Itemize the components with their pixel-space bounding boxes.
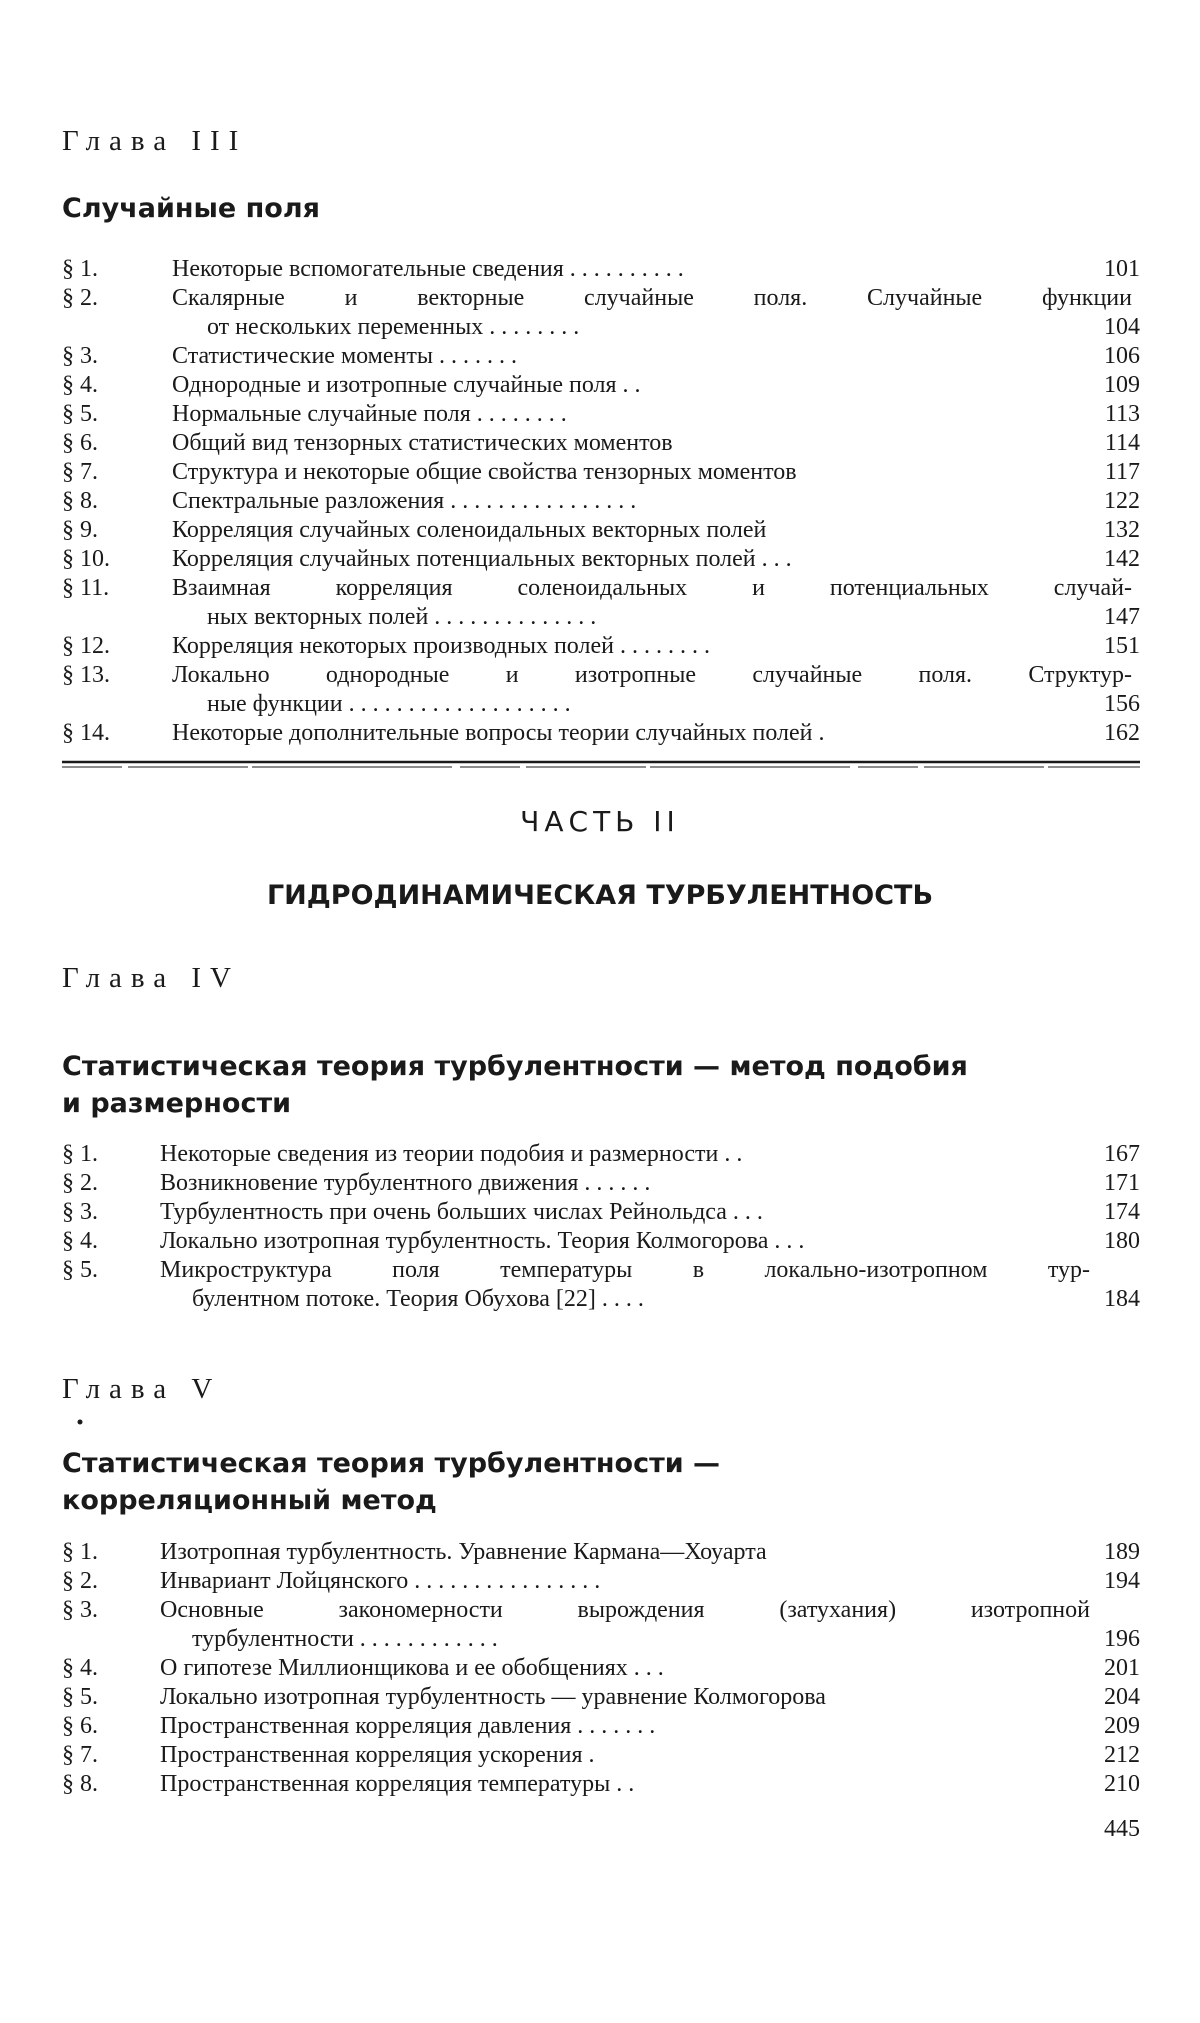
toc-entry-title: Структура и некоторые общие свойства тензорных моментов (172, 459, 797, 485)
toc-page-number: 171 (1104, 1170, 1140, 1196)
toc-section-number: § 6. (62, 430, 98, 456)
toc-section-number: § 3. (62, 1597, 98, 1623)
toc-section-number: § 8. (62, 1771, 98, 1797)
toc-section-number: § 4. (62, 372, 98, 398)
toc-section-number: § 5. (62, 401, 98, 427)
toc-entry-continuation[interactable] (62, 1625, 1140, 1654)
toc-entry-title: Локально изотропная турбулентность. Теория Колмогорова . . . (160, 1228, 805, 1254)
toc-page-number: 210 (1104, 1771, 1140, 1797)
toc-section-number: § 7. (62, 1742, 98, 1768)
toc-entry-title: Некоторые дополнительные вопросы теории случайных полей . (172, 720, 825, 746)
toc-section-number: § 3. (62, 343, 98, 369)
toc-entry-continuation[interactable] (62, 1285, 1140, 1314)
toc-entry[interactable] (62, 1741, 1140, 1770)
toc-entry-title-continued: ные функции . . . . . . . . . . . . . . . . . . . (207, 691, 571, 717)
toc-entry[interactable] (62, 1712, 1140, 1741)
toc-entry-title: Корреляция некоторых производных полей . . . . . . . . (172, 633, 710, 659)
toc-entry-title: Взаимная корреляция соленоидальных и потенциальных случай- (172, 575, 1132, 601)
toc-page-number: 201 (1104, 1655, 1140, 1681)
toc-entry[interactable] (62, 661, 1140, 690)
chapter-4-label: Глава IV (62, 962, 240, 994)
toc-section-number: § 2. (62, 285, 98, 311)
chapter-5-label: Глава V (62, 1373, 222, 1405)
toc-page-number: 204 (1104, 1684, 1140, 1710)
chapter-5-title-line-1: Статистическая теория турбулентности — (62, 1448, 721, 1479)
chapter-4-title-line-1: Статистическая теория турбулентности — метод подобия (62, 1051, 968, 1082)
toc-entry-title: Общий вид тензорных статистических моментов (172, 430, 673, 456)
toc-page-number: 184 (1104, 1286, 1140, 1312)
toc-section-number: § 3. (62, 1199, 98, 1225)
toc-entry[interactable] (62, 1596, 1140, 1625)
toc-entry-title: Спектральные разложения . . . . . . . . . . . . . . . . (172, 488, 637, 514)
toc-page-number: 114 (1104, 430, 1140, 456)
toc-entry[interactable] (62, 342, 1140, 371)
chapter-5-title-line-2: корреляционный метод (62, 1485, 437, 1516)
toc-entry-title-continued: булентном потоке. Теория Обухова [22] . . . . (192, 1286, 644, 1312)
toc-entry-title: Корреляция случайных соленоидальных векторных полей (172, 517, 767, 543)
toc-section-number: § 13. (62, 662, 110, 688)
toc-page-number: 109 (1104, 372, 1140, 398)
toc-entry[interactable] (62, 255, 1140, 284)
toc-entry[interactable] (62, 487, 1140, 516)
toc-entry[interactable] (62, 1227, 1140, 1256)
toc-entry-title: Нормальные случайные поля . . . . . . . . (172, 401, 567, 427)
chapter-4-toc (62, 1140, 1140, 1314)
toc-page-number: 189 (1104, 1539, 1140, 1565)
toc-entry-title: Возникновение турбулентного движения . . . . . . (160, 1170, 651, 1196)
toc-entry[interactable] (62, 574, 1140, 603)
toc-entry-title-continued: ных векторных полей . . . . . . . . . . . . . . (207, 604, 597, 630)
toc-entry-title: О гипотезе Миллионщикова и ее обобщениях . . . (160, 1655, 664, 1681)
toc-page-number: 122 (1104, 488, 1140, 514)
ink-speck (76, 1418, 84, 1426)
toc-entry[interactable] (62, 1198, 1140, 1227)
toc-entry-title: Статистические моменты . . . . . . . (172, 343, 517, 369)
toc-page-number: 174 (1104, 1199, 1140, 1225)
toc-page-number: 132 (1104, 517, 1140, 543)
toc-section-number: § 1. (62, 256, 98, 282)
chapter-4-title (62, 1048, 968, 1122)
toc-entry[interactable] (62, 719, 1140, 748)
toc-section-number: § 8. (62, 488, 98, 514)
toc-section-number: § 12. (62, 633, 110, 659)
toc-entry-continuation[interactable] (62, 313, 1140, 342)
toc-entry-title: Некоторые вспомогательные сведения . . . . . . . . . . (172, 256, 684, 282)
toc-page-number: 162 (1104, 720, 1140, 746)
toc-entry[interactable] (62, 284, 1140, 313)
toc-section-number: § 10. (62, 546, 110, 572)
toc-section-number: § 1. (62, 1539, 98, 1565)
toc-entry-title: Пространственная корреляция давления . . . . . . . (160, 1713, 656, 1739)
toc-entry-continuation[interactable] (62, 690, 1140, 719)
toc-page-number: 180 (1104, 1228, 1140, 1254)
toc-page-number: 142 (1104, 546, 1140, 572)
toc-page-number: 212 (1104, 1742, 1140, 1768)
toc-entry[interactable] (62, 1683, 1140, 1712)
toc-entry[interactable] (62, 545, 1140, 574)
toc-entry-title: Локально изотропная турбулентность — уравнение Колмогорова (160, 1684, 826, 1710)
toc-page-number: 113 (1104, 401, 1140, 427)
toc-entry-title: Скалярные и векторные случайные поля. Случайные функции (172, 285, 1132, 311)
part-title: ГИДРОДИНАМИЧЕСКАЯ ТУРБУЛЕНТНОСТЬ (266, 880, 934, 911)
toc-entry[interactable] (62, 1770, 1140, 1799)
part-label: ЧАСТЬ II (520, 805, 680, 838)
toc-entry[interactable] (62, 1567, 1140, 1596)
toc-page-number: 117 (1104, 459, 1140, 485)
toc-entry-title: Инвариант Лойцянского . . . . . . . . . . . . . . . . (160, 1568, 601, 1594)
toc-page-number: 101 (1104, 256, 1140, 282)
toc-section-number: § 14. (62, 720, 110, 746)
chapter-3-toc (62, 255, 1140, 748)
toc-page-number: 106 (1104, 343, 1140, 369)
chapter-3-title: Случайные поля (62, 193, 320, 224)
toc-entry[interactable] (62, 400, 1140, 429)
toc-entry[interactable] (62, 1169, 1140, 1198)
chapter-3-label: Глава III (62, 125, 248, 157)
section-divider (62, 760, 1140, 770)
chapter-5-title (62, 1445, 720, 1519)
toc-page-number: 167 (1104, 1141, 1140, 1167)
toc-page-number: 196 (1104, 1626, 1140, 1652)
toc-section-number: § 4. (62, 1655, 98, 1681)
toc-entry[interactable] (62, 429, 1140, 458)
toc-entry-title: Микроструктура поля температуры в локально-изотропном тур- (160, 1257, 1090, 1283)
toc-page-number: 156 (1104, 691, 1140, 717)
page-number: 445 (1104, 1816, 1140, 1842)
chapter-5-toc (62, 1538, 1140, 1799)
toc-section-number: § 11. (62, 575, 110, 601)
toc-page-number: 194 (1104, 1568, 1140, 1594)
toc-section-number: § 9. (62, 517, 98, 543)
toc-entry-title-continued: от нескольких переменных . . . . . . . . (207, 314, 580, 340)
toc-entry-title: Пространственная корреляция температуры . . (160, 1771, 635, 1797)
toc-page-number: 104 (1104, 314, 1140, 340)
toc-entry-continuation[interactable] (62, 603, 1140, 632)
toc-entry-title: Корреляция случайных потенциальных векторных полей . . . (172, 546, 792, 572)
toc-section-number: § 2. (62, 1170, 98, 1196)
toc-entry-title: Пространственная корреляция ускорения . (160, 1742, 595, 1768)
toc-entry[interactable] (62, 1256, 1140, 1285)
toc-entry-title: Локально однородные и изотропные случайные поля. Структур- (172, 662, 1132, 688)
toc-entry-title: Некоторые сведения из теории подобия и размерности . . (160, 1141, 743, 1167)
toc-entry[interactable] (62, 371, 1140, 400)
toc-section-number: § 6. (62, 1713, 98, 1739)
toc-section-number: § 5. (62, 1684, 98, 1710)
toc-entry-title-continued: турбулентности . . . . . . . . . . . . (192, 1626, 498, 1652)
toc-entry[interactable] (62, 1538, 1140, 1567)
toc-section-number: § 4. (62, 1228, 98, 1254)
toc-page-number: 209 (1104, 1713, 1140, 1739)
toc-entry-title: Основные закономерности вырождения (затухания) изотропной (160, 1597, 1090, 1623)
toc-section-number: § 7. (62, 459, 98, 485)
toc-page-number: 147 (1104, 604, 1140, 630)
toc-entry-title: Изотропная турбулентность. Уравнение Кармана—Хоуарта (160, 1539, 767, 1565)
toc-entry[interactable] (62, 516, 1140, 545)
toc-entry-title: Турбулентность при очень больших числах Рейнольдса . . . (160, 1199, 763, 1225)
toc-entry[interactable] (62, 1140, 1140, 1169)
toc-page-number: 151 (1104, 633, 1140, 659)
toc-entry-title: Однородные и изотропные случайные поля . . (172, 372, 641, 398)
toc-entry[interactable] (62, 1654, 1140, 1683)
toc-entry[interactable] (62, 458, 1140, 487)
chapter-4-title-line-2: и размерности (62, 1088, 292, 1119)
toc-entry[interactable] (62, 632, 1140, 661)
toc-section-number: § 2. (62, 1568, 98, 1594)
toc-section-number: § 5. (62, 1257, 98, 1283)
toc-section-number: § 1. (62, 1141, 98, 1167)
